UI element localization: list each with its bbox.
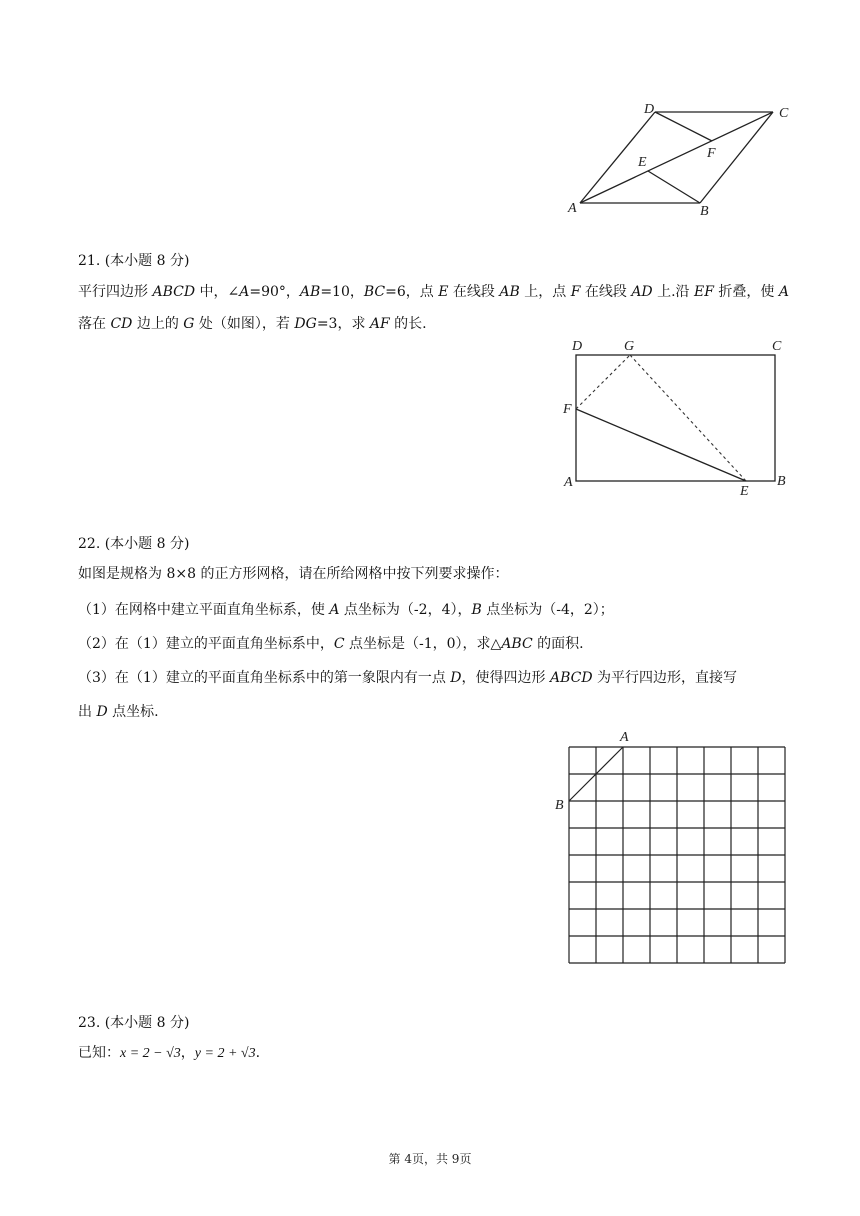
- q22-score: (本小题 8 分): [104, 536, 190, 552]
- q21-score: (本小题 8 分): [104, 253, 190, 269]
- q22-item2: （2）在（1）建立的平面直角坐标系中，C 点坐标是（-1，0），求△ABC 的面积.: [78, 636, 584, 652]
- label-G: G: [624, 339, 635, 354]
- q23-score: (本小题 8 分): [104, 1015, 190, 1031]
- label-C: C: [779, 106, 789, 121]
- q21-heading: [78, 250, 189, 270]
- seg-FE: [576, 409, 746, 481]
- label-A: A: [568, 201, 577, 216]
- q21-line1: 平行四边形 ABCD 中，∠A=90°，AB=10，BC=6，点 E 在线段 AB 上，点 F 在线段 AD 上.沿 EF 折叠，使 A: [78, 284, 789, 300]
- page-footer: 第 4页，共 9页: [388, 1152, 472, 1166]
- seg-DF: [655, 112, 712, 141]
- seg-BE: [648, 171, 700, 203]
- q22-number: 22.: [78, 536, 101, 552]
- label-B: B: [700, 204, 709, 219]
- grid-figure: [550, 725, 800, 970]
- q22-heading: [78, 533, 189, 553]
- seg-GE-dashed: [630, 355, 746, 481]
- label-D: D: [644, 102, 655, 117]
- q23-number: 23.: [78, 1015, 101, 1031]
- q21-number: 21.: [78, 253, 101, 269]
- q22-item3-cont: 出 D 点坐标.: [78, 704, 159, 720]
- grid-lines: [569, 747, 785, 963]
- label-D: D: [572, 339, 583, 354]
- q23-heading: [78, 1012, 189, 1032]
- label-F: F: [563, 402, 572, 417]
- y-expression: y = 2 + √3: [194, 1046, 256, 1061]
- q23-given: 已知：x = 2 − √3，y = 2 + √3.: [78, 1045, 261, 1061]
- label-B: B: [777, 474, 786, 489]
- label-A: A: [620, 730, 629, 745]
- parallelogram-figure: [560, 95, 800, 225]
- label-E: E: [638, 155, 647, 170]
- x-expression: x = 2 − √3: [120, 1046, 181, 1061]
- seg-AC: [580, 112, 773, 203]
- q22-item3: （3）在（1）建立的平面直角坐标系中的第一象限内有一点 D，使得四边形 ABCD 为平行四边形，直接写: [78, 670, 738, 686]
- label-F: F: [707, 146, 716, 161]
- label-B: B: [555, 798, 564, 813]
- rectangle-fold-figure: [560, 335, 800, 500]
- label-E: E: [740, 484, 749, 499]
- rect-ABCD: [576, 355, 775, 481]
- label-C: C: [772, 339, 782, 354]
- seg-FG-dashed: [576, 355, 630, 409]
- label-A: A: [564, 475, 573, 490]
- q21-line2: 落在 CD 边上的 G 处（如图），若 DG=3，求 AF 的长.: [78, 316, 427, 332]
- q22-intro: 如图是规格为 8×8 的正方形网格，请在所给网格中按下列要求操作：: [78, 566, 509, 582]
- q22-item1: （1）在网格中建立平面直角坐标系，使 A 点坐标为（-2，4），B 点坐标为（-4，2）；: [78, 602, 614, 618]
